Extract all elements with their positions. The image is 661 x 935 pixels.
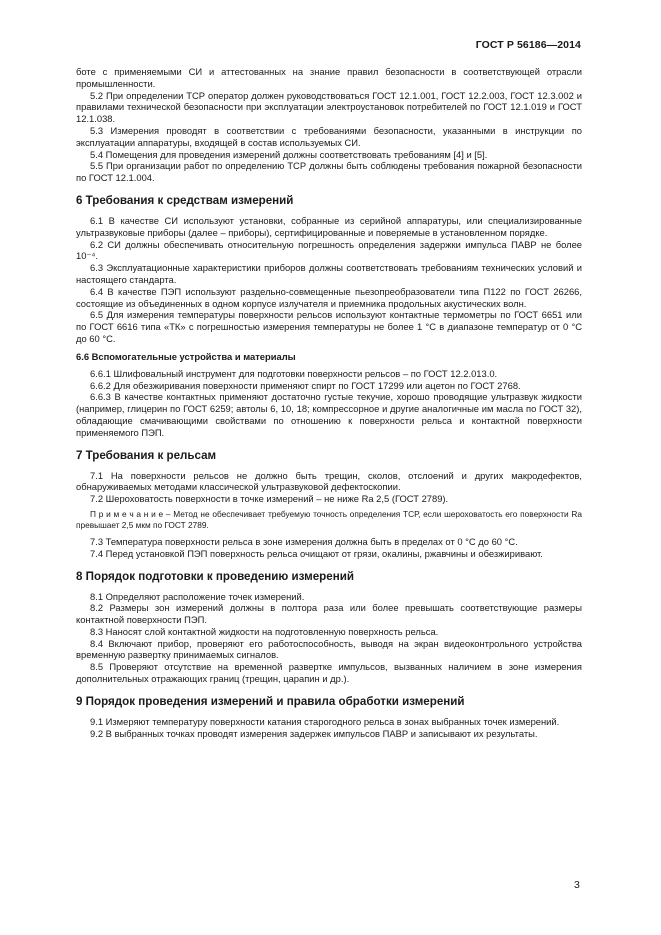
note-label: П р и м е ч а н и е <box>90 508 164 519</box>
paragraph-5-3: 5.3 Измерения проводят в соответствии с требованиями безопасности, указанными в инструкции по эксплуатации аппаратуры, входящей в состав используемых СИ. <box>76 124 582 148</box>
paragraph-5-5: 5.5 При организации работ по определению ТСР должны быть соблюдены требования пожарной безопасности по ГОСТ 12.1.004. <box>76 160 582 184</box>
paragraph-7-4: 7.4 Перед установкой ПЭП поверхность рельса очищают от грязи, окалины, ржавчины и обезжиривают. <box>90 547 543 559</box>
paragraph-continuation: боте с применяемыми СИ и аттестованных на знание правил безопасности в соответствующей отрасли промышленности. <box>76 66 582 89</box>
note <box>76 509 582 531</box>
section-8-heading: 8 Порядок подготовки к проведению измерений <box>76 569 354 583</box>
section-9-heading: 9 Порядок проведения измерений и правила обработки измерений <box>76 694 465 708</box>
section-7-heading: 7 Требования к рельсам <box>76 448 217 462</box>
note-text: – Метод не обеспечивает требуемую точность определения ТСР, если шероховатость его поверхности Ra превышает 2,5 мкм по ГОСТ 2789. <box>76 508 582 530</box>
paragraph-6-2: 6.2 СИ должны обеспечивать относительную погрешность определения задержки импульса ПАВР не более 10⁻⁴. <box>76 238 582 262</box>
paragraph-6-5: 6.5 Для измерения температуры поверхности рельсов используют контактные термометры по ГОСТ 6651 или по ГОСТ 6616 типа «ТК» с погрешностью измерения температуры не более 1 °С в диапазоне температур от 0 °С до 60 °С. <box>76 309 582 344</box>
paragraph-8-3: 8.3 Наносят слой контактной жидкости на подготовленную поверхность рельса. <box>90 625 439 637</box>
paragraph-7-3: 7.3 Температура поверхности рельса в зоне измерения должна быть в пределах от 0 °С до 60 °С. <box>90 535 518 547</box>
paragraph-5-2: 5.2 При определении ТСР оператор должен руководствоваться ГОСТ 12.1.001, ГОСТ 12.2.003, ГОСТ 12.3.002 и правилами технической безопасности при эксплуатации электроустановок потребителей по ГОСТ 12.1.019 и ГОСТ 12.1.038. <box>76 89 582 125</box>
subsection-6-6-heading: 6.6 Вспомогательные устройства и материалы <box>76 350 296 362</box>
paragraph-6-6-3: 6.6.3 В качестве контактных применяют достаточно густые текучие, хорошо проводящие ультразвук жидкости (например, глицерин по ГОСТ 6259; автолы 6, 10, 18; компрессорное и другие аналогичные им масла по ГОСТ 32), обладающие смачивающими свойствами по отношению к поверхности рельса и контактной поверхности применяемого ПЭП. <box>76 391 582 438</box>
paragraph-6-1: 6.1 В качестве СИ используют установки, собранные из серийной аппаратуры, или специализированные ультразвуковые приборы (далее – приборы), сертифицированные и поверяемые в установленном порядке. <box>76 214 582 238</box>
paragraph-9-2: 9.2 В выбранных точках проводят измерения задержек импульсов ПАВР и записывают их результаты. <box>90 727 538 739</box>
paragraph-6-6-2: 6.6.2 Для обезжиривания поверхности применяют спирт по ГОСТ 17299 или ацетон по ГОСТ 2768. <box>90 379 521 391</box>
paragraph-7-2: 7.2 Шероховатость поверхности в точке измерений – не ниже Ra 2,5 (ГОСТ 2789). <box>90 493 449 505</box>
paragraph-6-3: 6.3 Эксплуатационные характеристики приборов должны соответствовать требованиям технических условий и настоящего стандарта. <box>76 262 582 285</box>
paragraph-8-5: 8.5 Проверяют отсутствие на временной развертке импульсов, вызванных наличием в зоне измерения дополнительных отражающих границ (трещин, царапин и др.). <box>76 661 582 685</box>
paragraph-8-4: 8.4 Включают прибор, проверяют его работоспособность, выводя на экран видеоконтрольного устройства временную развертку принимаемых сигналов. <box>76 637 582 661</box>
page-number: 3 <box>574 879 580 891</box>
paragraph-6-6-1: 6.6.1 Шлифовальный инструмент для подготовки поверхности рельсов – по ГОСТ 12.2.013.0. <box>90 367 498 379</box>
section-6-heading: 6 Требования к средствам измерений <box>76 193 294 207</box>
paragraph-8-1: 8.1 Определяют расположение точек измерений. <box>90 590 305 602</box>
document-header: ГОСТ Р 56186—2014 <box>475 39 581 51</box>
paragraph-9-1: 9.1 Измеряют температуру поверхности катания старогодного рельса в зонах выбранных точек измерений. <box>90 715 560 727</box>
paragraph-6-4: 6.4 В качестве ПЭП используют раздельно-совмещенные пьезопреобразователи типа П122 по ГОСТ 26266, состоящие из объединенных в одном корпусе излучателя и приемника продольных акустических волн. <box>76 285 582 309</box>
document-body <box>76 66 582 739</box>
paragraph-7-1: 7.1 На поверхности рельсов не должно быть трещин, сколов, отслоений и других макродефектов, обнаруживаемых методами классической ультразвуковой дефектоскопии. <box>76 469 582 493</box>
paragraph-5-4: 5.4 Помещения для проведения измерений должны соответствовать требованиям [4] и [5]. <box>90 148 488 160</box>
paragraph-8-2: 8.2 Размеры зон измерений должны в полтора раза или более превышать соответствующие размеры контактной поверхности ПЭП. <box>76 602 582 626</box>
